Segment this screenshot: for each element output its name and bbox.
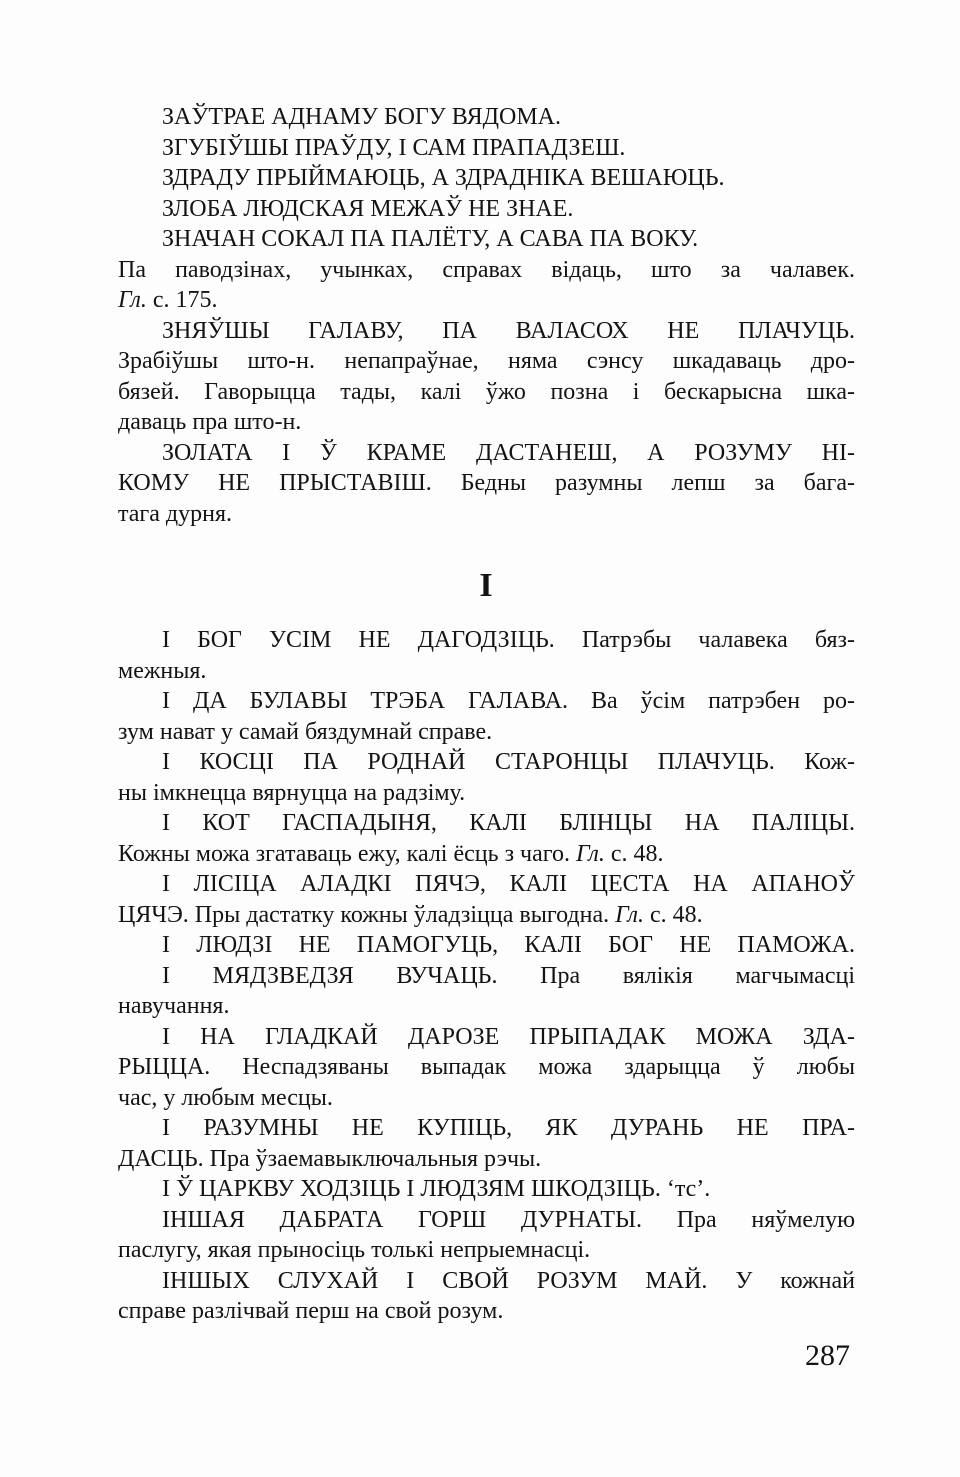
line-text: с. 48. [604,840,664,867]
text-line [118,1144,855,1175]
text-line [118,869,855,900]
line-text: справе разлічвай перш на свой розум. [118,1298,504,1324]
line-text: ІНШАЯ ДАБРАТА ГОРШ ДУРНАТЫ. Пра няўмелую [162,1206,855,1233]
text-line [118,468,855,499]
line-text: межныя. [118,657,207,684]
text-line [118,407,855,438]
line-text: бязей. Гаворыцца тады, калі ўжо позна і бескарысна шка- [118,378,855,405]
text-line [118,900,855,931]
line-text: І МЯДЗВЕДЗЯ ВУЧАЦЬ. Пра вялікія магчымасці [162,962,855,989]
page-number: 287 [805,1339,850,1372]
line-text: Зрабіўшы што-н. непапраўнае, няма сэнсу шкадаваць дро- [118,348,855,374]
text-line [118,656,855,687]
line-text: І ЛЮДЗІ НЕ ПАМОГУЦЬ, КАЛІ БОГ НЕ ПАМОЖА. [162,932,855,958]
text-line [118,194,855,225]
line-text: І КОТ ГАСПАДЫНЯ, КАЛІ БЛІНЦЫ НА ПАЛІЦЫ. [162,810,855,836]
line-text: даваць пра што-н. [118,409,302,435]
line-text: навучання. [118,993,230,1019]
line-text: І Ў ЦАРКВУ ХОДЗІЦЬ І ЛЮДЗЯМ ШКОДЗІЦЬ. ‘тс’. [162,1176,711,1202]
section-header-letter: І [479,567,494,604]
text-line [118,930,855,961]
line-text: І НА ГЛАДКАЙ ДАРОЗЕ ПРЫПАДАК МОЖА ЗДА- [162,1023,855,1050]
text-line [118,1266,855,1297]
line-text: І ДА БУЛАВЫ ТРЭБА ГАЛАВА. Ва ўсім патрэбен ро- [162,688,855,714]
text-line [118,346,855,377]
line-text: с. 175. [146,287,218,313]
text-line [118,499,855,530]
line-text: І ЛІСІЦА АЛАДКІ ПЯЧЭ, КАЛІ ЦЕСТА НА АПАНОЎ [162,871,855,897]
text-line [118,1205,855,1236]
text-line [118,1083,855,1114]
paragraph-block-top [118,102,855,529]
text-line [118,1174,855,1205]
line-text: РЫЦЦА. Неспадзяваны выпадак можа здарыцца ў любы [118,1054,855,1080]
line-text: зум нават у самай бяздумнай справе. [118,718,493,745]
text-line [118,1296,855,1327]
line-text: ІНШЫХ СЛУХАЙ І СВОЙ РОЗУМ МАЙ. У кожнай [162,1267,855,1294]
line-text: ЦЯЧЭ. Пры дастатку кожны ўладзіцца выгодна. [118,901,616,928]
line-text: ны імкнецца вярнуцца на радзіму. [118,779,466,806]
line-text: тага дурня. [118,500,233,527]
line-text: Па паводзінах, учынках, справах відаць, што за чалавек. [118,256,855,283]
text-line [118,1113,855,1144]
paragraph-block-bottom [118,625,855,1327]
line-text: ЗОЛАТА І Ў КРАМЕ ДАСТАНЕШ, А РОЗУМУ НІ- [162,439,855,466]
text-line [118,961,855,992]
text-line [118,163,855,194]
line-text: ЗЛОБА ЛЮДСКАЯ МЕЖАЎ НЕ ЗНАЕ. [162,195,574,222]
text-line [118,224,855,255]
text-line [118,133,855,164]
text-line [118,1022,855,1053]
line-text: І БОГ УСІМ НЕ ДАГОДЗІЦЬ. Патрэбы чалавека бяз- [162,627,855,653]
text-line [118,778,855,809]
text-line [118,808,855,839]
text-line [118,377,855,408]
see-reference-italic: Гл. [615,901,644,928]
line-text: ЗДРАДУ ПРЫЙМАЮЦЬ, А ЗДРАДНІКА ВЕШАЮЦЬ. [162,165,725,191]
line-text: Кожны можа згатаваць ежу, калі ёсць з чаго. [118,840,577,867]
text-line [118,747,855,778]
text-line [118,1052,855,1083]
line-text: І РАЗУМНЫ НЕ КУПІЦЬ, ЯК ДУРАНЬ НЕ ПРА- [162,1115,855,1141]
text-line [118,839,855,870]
line-text: паслугу, якая прыносіць толькі непрыемнасці. [118,1237,591,1263]
text-line [118,991,855,1022]
line-text: ДАСЦЬ. Пра ўзаемавыключальныя рэчы. [118,1145,542,1172]
text-line [118,438,855,469]
text-line [118,285,855,316]
text-line [118,316,855,347]
line-text: с. 48. [643,901,703,928]
text-line [118,625,855,656]
line-text: КОМУ НЕ ПРЫСТАВІШ. Бедны разумны лепш за бага- [118,470,855,496]
text-line [118,717,855,748]
line-text: ЗНЯЎШЫ ГАЛАВУ, ПА ВАЛАСОХ НЕ ПЛАЧУЦЬ. [162,317,855,344]
line-text: час, у любым месцы. [118,1084,333,1111]
text-line [118,1235,855,1266]
see-reference-italic: Гл. [118,287,147,313]
line-text: ЗАЎТРАЕ АДНАМУ БОГУ ВЯДОМА. [162,104,561,130]
text-line [118,255,855,286]
line-text: ЗГУБІЎШЫ ПРАЎДУ, І САМ ПРАПАДЗЕШ. [162,134,626,161]
text-line [118,102,855,133]
text-line [118,686,855,717]
line-text: І КОСЦІ ПА РОДНАЙ СТАРОНЦЫ ПЛАЧУЦЬ. Кож- [162,749,855,775]
see-reference-italic: Гл. [576,840,605,867]
line-text: ЗНАЧАН СОКАЛ ПА ПАЛЁТУ, А САВА ПА ВОКУ. [162,226,699,252]
